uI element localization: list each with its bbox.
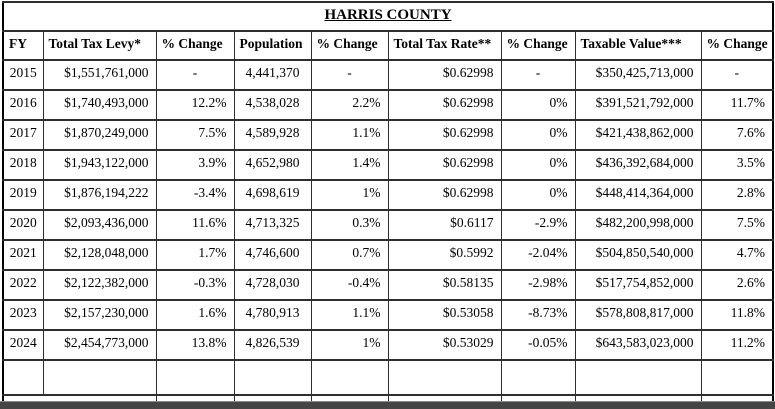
table-cell: 0% (501, 90, 575, 120)
table-row (3, 240, 773, 270)
column-header: FY (3, 31, 43, 60)
table-row (3, 180, 773, 210)
column-header: % Change (311, 31, 388, 60)
table-cell: $2,122,382,000 (43, 270, 156, 300)
table-cell: 7.5% (701, 210, 773, 240)
table-cell: 2015 (3, 60, 43, 90)
table-cell: $1,943,122,000 (43, 150, 156, 180)
table-cell: $0.62998 (388, 90, 501, 120)
table-cell: $482,200,998,000 (575, 210, 701, 240)
table-cell: 13.8% (156, 330, 234, 360)
table-row (3, 60, 773, 90)
table-cell: - (311, 60, 388, 90)
table-cell: 1.7% (156, 240, 234, 270)
table-cell: $0.62998 (388, 120, 501, 150)
table-cell: $421,438,862,000 (575, 120, 701, 150)
table-row (3, 270, 773, 300)
table-cell: 0% (501, 180, 575, 210)
table-cell: - (156, 60, 234, 90)
table-cell: $350,425,713,000 (575, 60, 701, 90)
table-cell: 4.7% (701, 240, 773, 270)
table-cell: $1,870,249,000 (43, 120, 156, 150)
table-cell: 2021 (3, 240, 43, 270)
table-cell: $2,093,436,000 (43, 210, 156, 240)
table-cell: 2020 (3, 210, 43, 240)
table-cell: 4,589,928 (234, 120, 311, 150)
empty-cell (501, 360, 575, 395)
table-cell: $0.58135 (388, 270, 501, 300)
table-cell: -2.04% (501, 240, 575, 270)
table-row (3, 330, 773, 360)
table-cell: $0.62998 (388, 60, 501, 90)
table-cell: - (501, 60, 575, 90)
table-cell: 0.3% (311, 210, 388, 240)
table-cell: $1,740,493,000 (43, 90, 156, 120)
table-cell: -0.05% (501, 330, 575, 360)
table-cell: 2016 (3, 90, 43, 120)
table-cell: $504,850,540,000 (575, 240, 701, 270)
table-cell: 4,441,370 (234, 60, 311, 90)
table-cell: 3.9% (156, 150, 234, 180)
table-title-cell (3, 2, 773, 31)
table-cell: 4,826,539 (234, 330, 311, 360)
table-cell: 4,728,030 (234, 270, 311, 300)
table-cell: 2.2% (311, 90, 388, 120)
table-row (3, 150, 773, 180)
empty-cell (3, 360, 43, 395)
table-cell: 1% (311, 330, 388, 360)
table-cell: 2024 (3, 330, 43, 360)
title-row (3, 2, 773, 31)
table-row (3, 210, 773, 240)
column-header: Taxable Value*** (575, 31, 701, 60)
table-cell: $0.62998 (388, 180, 501, 210)
table-cell: 4,538,028 (234, 90, 311, 120)
table-cell: 0.7% (311, 240, 388, 270)
table-cell: 4,713,325 (234, 210, 311, 240)
table-cell: 2.8% (701, 180, 773, 210)
table-row (3, 300, 773, 330)
table-cell: -3.4% (156, 180, 234, 210)
table-cell: 1.1% (311, 300, 388, 330)
header-row (3, 31, 773, 60)
table-cell: $1,876,194,222 (43, 180, 156, 210)
table-cell: 11.2% (701, 330, 773, 360)
table-cell: -2.9% (501, 210, 575, 240)
column-header: Total Tax Levy* (43, 31, 156, 60)
empty-cell (311, 360, 388, 395)
empty-cell (156, 360, 234, 395)
table-cell: 0% (501, 120, 575, 150)
table-cell: 3.5% (701, 150, 773, 180)
table-cell: 7.5% (156, 120, 234, 150)
table-cell: 1.6% (156, 300, 234, 330)
table-cell: $436,392,684,000 (575, 150, 701, 180)
table-cell: 2018 (3, 150, 43, 180)
table-row (3, 90, 773, 120)
empty-cell (43, 360, 156, 395)
empty-cell (388, 360, 501, 395)
table-title: HARRIS COUNTY (324, 7, 452, 23)
table-cell: $448,414,364,000 (575, 180, 701, 210)
table-cell: 1.4% (311, 150, 388, 180)
table-cell: $2,157,230,000 (43, 300, 156, 330)
column-header: % Change (156, 31, 234, 60)
table-cell: 2022 (3, 270, 43, 300)
empty-cell (234, 360, 311, 395)
table-cell: 1% (311, 180, 388, 210)
column-header: Total Tax Rate** (388, 31, 501, 60)
table-cell: -2.98% (501, 270, 575, 300)
table-cell: 0% (501, 150, 575, 180)
table-cell: $578,808,817,000 (575, 300, 701, 330)
table-cell: 11.7% (701, 90, 773, 120)
table-cell: $1,551,761,000 (43, 60, 156, 90)
table-cell: 2023 (3, 300, 43, 330)
table-cell: 2.6% (701, 270, 773, 300)
empty-cell (701, 360, 773, 395)
table-cell: $2,454,773,000 (43, 330, 156, 360)
bottom-edge-strip (0, 401, 775, 409)
table-cell: 1.1% (311, 120, 388, 150)
empty-cell (575, 360, 701, 395)
table-cell: $391,521,792,000 (575, 90, 701, 120)
column-header: % Change (501, 31, 575, 60)
table-cell: $0.62998 (388, 150, 501, 180)
harris-county-table (2, 1, 774, 409)
table-cell: -0.4% (311, 270, 388, 300)
table-cell: 4,780,913 (234, 300, 311, 330)
spacer-row (3, 360, 773, 395)
table-cell: $0.5992 (388, 240, 501, 270)
table-cell: -8.73% (501, 300, 575, 330)
table-cell: $0.53058 (388, 300, 501, 330)
table-cell: 4,698,619 (234, 180, 311, 210)
table-cell: $2,128,048,000 (43, 240, 156, 270)
table-cell: 4,652,980 (234, 150, 311, 180)
table-cell: $643,583,023,000 (575, 330, 701, 360)
column-header: % Change (701, 31, 773, 60)
table-cell: -0.3% (156, 270, 234, 300)
table-cell: 2017 (3, 120, 43, 150)
table-cell: $0.53029 (388, 330, 501, 360)
column-header: Population (234, 31, 311, 60)
table-cell: 4,746,600 (234, 240, 311, 270)
table-cell: 11.6% (156, 210, 234, 240)
table-cell: $0.6117 (388, 210, 501, 240)
table-cell: $517,754,852,000 (575, 270, 701, 300)
table-cell: 2019 (3, 180, 43, 210)
table-cell: 7.6% (701, 120, 773, 150)
table-cell: 11.8% (701, 300, 773, 330)
table-row (3, 120, 773, 150)
table-cell: - (701, 60, 773, 90)
table-cell: 12.2% (156, 90, 234, 120)
